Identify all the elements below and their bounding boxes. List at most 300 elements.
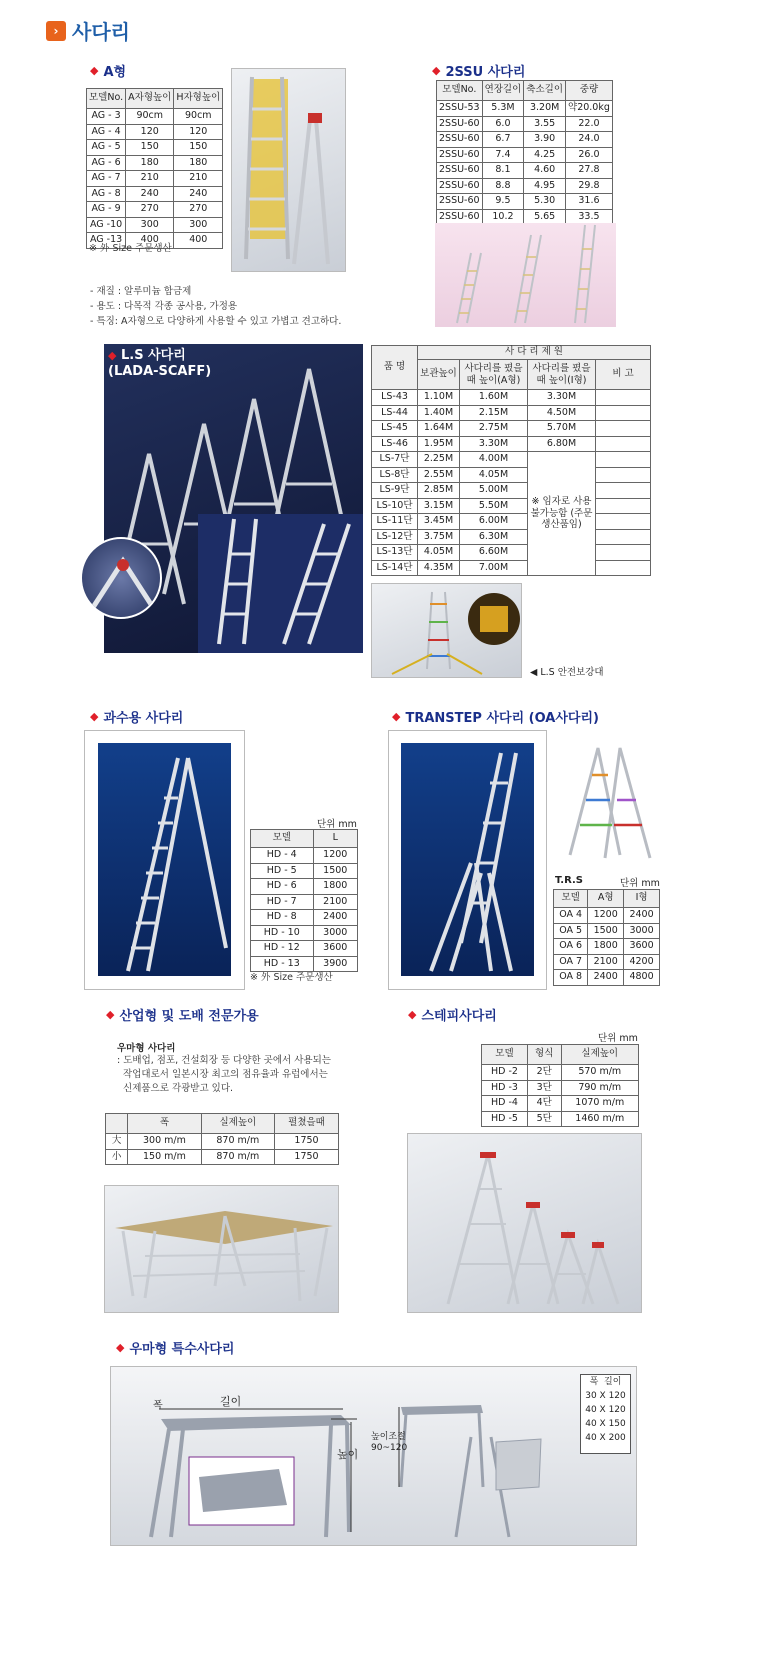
table-cell: 4.00M bbox=[460, 452, 528, 468]
orchard-note: ※ 外 Size 주문생산 bbox=[250, 972, 333, 983]
industrial-table bbox=[105, 1113, 339, 1165]
table-row bbox=[87, 202, 223, 218]
table-header-cell: 사다리를 폈을때 높이(A형) bbox=[460, 360, 528, 390]
uma-length-label: 길이 bbox=[220, 1395, 242, 1408]
table-cell: 5.70M bbox=[528, 421, 596, 437]
a-type-ladder-photo bbox=[231, 68, 346, 272]
table-cell: 22.0 bbox=[566, 116, 613, 132]
table-cell bbox=[596, 560, 651, 576]
table-header-cell: A자형높이 bbox=[126, 89, 174, 109]
table-cell: 약20.0kg bbox=[566, 101, 613, 117]
table-cell: 2SSU-60 bbox=[437, 147, 483, 163]
table-cell: HD - 7 bbox=[251, 894, 314, 910]
step-unit: 단위 mm bbox=[598, 1033, 638, 1044]
table-cell: 3.90 bbox=[524, 132, 566, 148]
a-type-table bbox=[86, 88, 223, 249]
table-cell: AG - 9 bbox=[87, 202, 126, 218]
table-cell: 3.15M bbox=[418, 498, 460, 514]
table-row bbox=[251, 879, 358, 895]
table-row bbox=[106, 1149, 339, 1165]
table-row bbox=[554, 954, 660, 970]
table-cell: 1.64M bbox=[418, 421, 460, 437]
table-cell: 6.30M bbox=[460, 529, 528, 545]
ls-table bbox=[371, 345, 651, 576]
table-row bbox=[372, 514, 651, 530]
table-cell: HD - 6 bbox=[251, 879, 314, 895]
table-cell bbox=[596, 467, 651, 483]
section-transtep-title: ◆ TRANSTEP 사다리 (OA사다리) bbox=[392, 710, 599, 726]
table-cell: LS-9단 bbox=[372, 483, 418, 499]
table-cell: HD - 13 bbox=[251, 956, 314, 972]
table-cell: OA 4 bbox=[554, 908, 588, 924]
table-cell: AG - 4 bbox=[87, 124, 126, 140]
table-header-row bbox=[372, 346, 651, 360]
transtep-table bbox=[553, 889, 660, 986]
table-row bbox=[554, 970, 660, 986]
table-row bbox=[87, 155, 223, 171]
table-cell: 2SSU-60 bbox=[437, 163, 483, 179]
table-cell: LS-12단 bbox=[372, 529, 418, 545]
2ssu-table bbox=[436, 80, 613, 225]
table-cell: 1460 m/m bbox=[561, 1111, 639, 1127]
table-cell: 570 m/m bbox=[561, 1065, 639, 1081]
table-cell: 2SSU-60 bbox=[437, 194, 483, 210]
table-cell: AG - 6 bbox=[87, 155, 126, 171]
table-row bbox=[437, 101, 613, 117]
table-cell bbox=[596, 452, 651, 468]
table-row bbox=[251, 925, 358, 941]
table-row bbox=[87, 140, 223, 156]
table-cell: HD - 10 bbox=[251, 925, 314, 941]
orchard-unit: 단위 mm bbox=[317, 819, 357, 830]
table-cell: 1750 bbox=[275, 1149, 339, 1165]
table-row bbox=[372, 529, 651, 545]
page-header bbox=[46, 16, 130, 45]
a-type-note: ※ 外 Size 주문생산 bbox=[89, 243, 172, 254]
table-row bbox=[372, 560, 651, 576]
table-cell: 3.75M bbox=[418, 529, 460, 545]
uma-width-label: 폭 bbox=[153, 1400, 163, 1411]
table-cell: HD -3 bbox=[482, 1080, 528, 1096]
table-cell: 1.95M bbox=[418, 436, 460, 452]
table-row bbox=[437, 132, 613, 148]
table-cell: 27.8 bbox=[566, 163, 613, 179]
table-header-cell: 품 명 bbox=[372, 346, 418, 390]
table-cell: 2SSU-53 bbox=[437, 101, 483, 117]
table-header-row bbox=[437, 81, 613, 101]
industrial-subtitle: 우마형 사다리 bbox=[117, 1043, 176, 1054]
table-cell: 150 bbox=[174, 140, 223, 156]
table-header-cell: 모델 bbox=[482, 1045, 528, 1065]
table-row bbox=[251, 910, 358, 926]
table-header-cell: 연장길이 bbox=[482, 81, 524, 101]
table-cell: AG -10 bbox=[87, 217, 126, 233]
table-header-cell: 중량 bbox=[566, 81, 613, 101]
table-row bbox=[372, 436, 651, 452]
table-row bbox=[251, 848, 358, 864]
table-row bbox=[437, 116, 613, 132]
table-cell: LS-10단 bbox=[372, 498, 418, 514]
table-cell: 31.6 bbox=[566, 194, 613, 210]
diamond-icon: ◆ bbox=[116, 1341, 125, 1354]
table-cell: 4.50M bbox=[528, 405, 596, 421]
table-row bbox=[87, 171, 223, 187]
transtep-ladder-frame bbox=[388, 730, 547, 990]
table-cell: 4200 bbox=[624, 954, 660, 970]
table-cell: HD -4 bbox=[482, 1096, 528, 1112]
table-cell: 150 m/m bbox=[128, 1149, 201, 1165]
table-cell bbox=[596, 390, 651, 406]
table-cell: 4.05M bbox=[418, 545, 460, 561]
table-header-row bbox=[482, 1045, 639, 1065]
table-row bbox=[437, 163, 613, 179]
table-cell: 400 bbox=[126, 233, 174, 249]
table-cell: 2100 bbox=[313, 894, 358, 910]
table-cell: 1750 bbox=[275, 1134, 339, 1150]
table-cell: 180 bbox=[126, 155, 174, 171]
table-cell: 3000 bbox=[624, 923, 660, 939]
table-row bbox=[87, 124, 223, 140]
table-cell: 2.55M bbox=[418, 467, 460, 483]
table-cell: 400 bbox=[174, 233, 223, 249]
table-cell: 5.65 bbox=[524, 209, 566, 225]
table-cell: OA 8 bbox=[554, 970, 588, 986]
uma-size-header: 폭 길이 bbox=[589, 1377, 622, 1387]
uma-size-item: 40 X 120 bbox=[585, 1405, 626, 1415]
table-row bbox=[251, 941, 358, 957]
section-uma-title: ◆ 우마형 특수사다리 bbox=[116, 1341, 235, 1357]
table-cell: 3900 bbox=[313, 956, 358, 972]
section-industrial-title: ◆ 산업형 및 도배 전문가용 bbox=[106, 1008, 259, 1024]
table-cell: OA 6 bbox=[554, 939, 588, 955]
uma-size-item: 40 X 200 bbox=[585, 1433, 626, 1443]
diamond-icon: ◆ bbox=[106, 1008, 115, 1021]
table-cell bbox=[596, 514, 651, 530]
diamond-icon: ◆ bbox=[108, 349, 117, 362]
table-row bbox=[372, 498, 651, 514]
table-cell: LS-45 bbox=[372, 421, 418, 437]
section-a-type-title: ◆ A형 bbox=[90, 64, 127, 80]
table-header-cell: 모델 bbox=[251, 830, 314, 848]
table-cell: 90cm bbox=[126, 109, 174, 125]
table-cell: 5.3M bbox=[482, 101, 524, 117]
transtep-small-photo bbox=[560, 740, 660, 865]
table-row bbox=[372, 421, 651, 437]
table-cell: 6.0 bbox=[482, 116, 524, 132]
table-header-cell: 폭 bbox=[128, 1114, 201, 1134]
table-row bbox=[87, 186, 223, 202]
table-header-row bbox=[87, 89, 223, 109]
table-cell: 300 bbox=[174, 217, 223, 233]
table-cell: 2400 bbox=[588, 970, 624, 986]
table-cell: 300 bbox=[126, 217, 174, 233]
table-row bbox=[372, 390, 651, 406]
table-cell: 4.05M bbox=[460, 467, 528, 483]
table-cell: 210 bbox=[174, 171, 223, 187]
table-cell: 6.60M bbox=[460, 545, 528, 561]
table-cell: 2단 bbox=[527, 1065, 561, 1081]
table-cell: HD -2 bbox=[482, 1065, 528, 1081]
table-cell: 1500 bbox=[588, 923, 624, 939]
diamond-icon: ◆ bbox=[408, 1008, 417, 1021]
table-header-cell bbox=[106, 1114, 128, 1134]
table-row bbox=[482, 1096, 639, 1112]
table-cell: 90cm bbox=[174, 109, 223, 125]
table-row bbox=[251, 894, 358, 910]
table-row bbox=[554, 908, 660, 924]
table-cell: 240 bbox=[174, 186, 223, 202]
uma-size-item: 40 X 150 bbox=[585, 1419, 626, 1429]
table-cell bbox=[596, 529, 651, 545]
spec-line: - 특징: A자형으로 다양하게 사용할 수 있고 가볍고 견고하다. bbox=[90, 316, 342, 327]
table-row bbox=[87, 109, 223, 125]
table-cell: 240 bbox=[126, 186, 174, 202]
table-cell: 870 m/m bbox=[201, 1149, 274, 1165]
table-cell: 3600 bbox=[313, 941, 358, 957]
diamond-icon: ◆ bbox=[90, 64, 99, 77]
table-header-cell: 비 고 bbox=[596, 360, 651, 390]
table-cell: 2.25M bbox=[418, 452, 460, 468]
table-header-row bbox=[554, 890, 660, 908]
table-cell: 1200 bbox=[313, 848, 358, 864]
table-row bbox=[437, 147, 613, 163]
table-row bbox=[372, 545, 651, 561]
table-header-cell: I형 bbox=[624, 890, 660, 908]
table-header-cell: 실제높이 bbox=[561, 1045, 639, 1065]
table-header-cell: 실제높이 bbox=[201, 1114, 274, 1134]
table-row bbox=[482, 1065, 639, 1081]
table-cell: 9.5 bbox=[482, 194, 524, 210]
table-cell: 4.25 bbox=[524, 147, 566, 163]
table-cell: 5.30 bbox=[524, 194, 566, 210]
table-row bbox=[437, 194, 613, 210]
orchard-ladder-photo bbox=[98, 743, 231, 976]
table-cell: 3.45M bbox=[418, 514, 460, 530]
table-cell: 2.85M bbox=[418, 483, 460, 499]
table-header-cell: 보관높이 bbox=[418, 360, 460, 390]
table-cell: LS-43 bbox=[372, 390, 418, 406]
table-header-cell: 형식 bbox=[527, 1045, 561, 1065]
transtep-label: T.R.S bbox=[555, 875, 583, 886]
table-cell: AG - 8 bbox=[87, 186, 126, 202]
a-type-specs bbox=[90, 283, 341, 327]
table-cell: 180 bbox=[174, 155, 223, 171]
2ssu-ladder-photo bbox=[435, 223, 616, 327]
section-step-title: ◆ 스테피사다리 bbox=[408, 1008, 497, 1024]
table-cell: 1800 bbox=[588, 939, 624, 955]
table-cell: 6.00M bbox=[460, 514, 528, 530]
table-cell: 120 bbox=[174, 124, 223, 140]
diamond-icon: ◆ bbox=[432, 64, 441, 77]
table-cell: AG - 3 bbox=[87, 109, 126, 125]
table-cell: 4.60 bbox=[524, 163, 566, 179]
table-header-cell: A형 bbox=[588, 890, 624, 908]
table-header-cell: H자형높이 bbox=[174, 89, 223, 109]
section-2ssu-title: ◆ 2SSU 사다리 bbox=[432, 64, 526, 80]
table-cell: LS-44 bbox=[372, 405, 418, 421]
industrial-trestle-photo bbox=[104, 1185, 339, 1313]
table-cell: 2SSU-60 bbox=[437, 178, 483, 194]
table-header-cell: 펼쳤을때 bbox=[275, 1114, 339, 1134]
desc-line: 신제품으로 각광받고 있다. bbox=[117, 1083, 234, 1094]
table-cell: OA 5 bbox=[554, 923, 588, 939]
diamond-icon: ◆ bbox=[90, 710, 99, 723]
table-row bbox=[482, 1080, 639, 1096]
table-row bbox=[251, 863, 358, 879]
transtep-ladder-photo bbox=[401, 743, 534, 976]
industrial-description bbox=[117, 1052, 331, 1094]
table-cell: AG - 5 bbox=[87, 140, 126, 156]
table-row bbox=[482, 1111, 639, 1127]
table-cell: 8.8 bbox=[482, 178, 524, 194]
table-cell: 2400 bbox=[313, 910, 358, 926]
table-row bbox=[106, 1134, 339, 1150]
table-row bbox=[372, 483, 651, 499]
table-cell: 小 bbox=[106, 1149, 128, 1165]
table-cell: LS-46 bbox=[372, 436, 418, 452]
table-cell: 24.0 bbox=[566, 132, 613, 148]
table-cell: 2SSU-60 bbox=[437, 209, 483, 225]
table-header-cell: 모델No. bbox=[87, 89, 126, 109]
table-cell: 5.00M bbox=[460, 483, 528, 499]
table-cell: 7.4 bbox=[482, 147, 524, 163]
uma-height-label: 높이 bbox=[337, 1448, 359, 1461]
table-cell bbox=[596, 483, 651, 499]
table-cell: 4단 bbox=[527, 1096, 561, 1112]
table-cell: 大 bbox=[106, 1134, 128, 1150]
table-cell: 6.80M bbox=[528, 436, 596, 452]
table-cell: 29.8 bbox=[566, 178, 613, 194]
table-cell: 1.40M bbox=[418, 405, 460, 421]
table-cell: 2100 bbox=[588, 954, 624, 970]
table-cell: 4.35M bbox=[418, 560, 460, 576]
table-cell: 33.5 bbox=[566, 209, 613, 225]
uma-special-photo bbox=[110, 1366, 637, 1546]
table-cell: 6.7 bbox=[482, 132, 524, 148]
orchard-table bbox=[250, 829, 358, 972]
table-cell: 3단 bbox=[527, 1080, 561, 1096]
table-cell: AG -13 bbox=[87, 233, 126, 249]
transtep-unit: 단위 mm bbox=[620, 878, 660, 889]
table-cell: 270 bbox=[126, 202, 174, 218]
desc-line: : 도배업, 점포, 건설회장 등 다양한 곳에서 사용되는 bbox=[117, 1055, 331, 1066]
table-header-cell: 축소길이 bbox=[524, 81, 566, 101]
table-cell: 3.30M bbox=[528, 390, 596, 406]
arrow-right-icon: › bbox=[46, 21, 66, 41]
uma-size-item: 30 X 120 bbox=[585, 1391, 626, 1401]
diamond-icon: ◆ bbox=[392, 710, 401, 723]
ls-safety-caption: ◀ L.S 안전보강대 bbox=[530, 667, 604, 678]
table-row bbox=[87, 217, 223, 233]
orchard-ladder-frame bbox=[84, 730, 245, 990]
table-cell bbox=[596, 498, 651, 514]
step-ladder-photo bbox=[407, 1133, 642, 1313]
table-header-cell: 모델No. bbox=[437, 81, 483, 101]
table-cell bbox=[596, 421, 651, 437]
table-cell: 4.95 bbox=[524, 178, 566, 194]
table-cell: LS-14단 bbox=[372, 560, 418, 576]
table-cell: 1800 bbox=[313, 879, 358, 895]
table-cell: 150 bbox=[126, 140, 174, 156]
table-cell: 5단 bbox=[527, 1111, 561, 1127]
table-row bbox=[554, 939, 660, 955]
table-cell: HD - 4 bbox=[251, 848, 314, 864]
step-table bbox=[481, 1044, 639, 1127]
table-cell: 7.00M bbox=[460, 560, 528, 576]
table-cell: HD - 8 bbox=[251, 910, 314, 926]
table-cell: 270 bbox=[174, 202, 223, 218]
table-cell: 300 m/m bbox=[128, 1134, 201, 1150]
table-cell bbox=[596, 436, 651, 452]
table-cell: 210 bbox=[126, 171, 174, 187]
table-cell: 4800 bbox=[624, 970, 660, 986]
desc-line: 작업대로서 일본시장 최고의 점유율과 유럽에서는 bbox=[117, 1069, 328, 1080]
table-cell: 26.0 bbox=[566, 147, 613, 163]
table-cell: 120 bbox=[126, 124, 174, 140]
table-cell: 1200 bbox=[588, 908, 624, 924]
table-cell: 2400 bbox=[624, 908, 660, 924]
uma-size-box bbox=[580, 1374, 631, 1454]
table-cell: LS-7단 bbox=[372, 452, 418, 468]
table-cell: HD - 5 bbox=[251, 863, 314, 879]
table-header-cell: 사다리를 폈을때 높이(I형) bbox=[528, 360, 596, 390]
spec-line: - 용도 : 다목적 각종 공사용, 가정용 bbox=[90, 301, 238, 312]
table-header-row bbox=[251, 830, 358, 848]
table-cell: 2SSU-60 bbox=[437, 116, 483, 132]
table-cell: HD - 12 bbox=[251, 941, 314, 957]
ls-detail-photo bbox=[80, 537, 162, 619]
spec-line: - 재질 : 알루미늄 합금제 bbox=[90, 286, 192, 297]
table-cell: 3.20M bbox=[524, 101, 566, 117]
table-cell: 1.60M bbox=[460, 390, 528, 406]
table-cell: HD -5 bbox=[482, 1111, 528, 1127]
table-row bbox=[372, 452, 651, 468]
table-row bbox=[554, 923, 660, 939]
table-header-cell: 모델 bbox=[554, 890, 588, 908]
table-cell: 8.1 bbox=[482, 163, 524, 179]
table-cell: 3.30M bbox=[460, 436, 528, 452]
table-cell: LS-11단 bbox=[372, 514, 418, 530]
table-cell: LS-8단 bbox=[372, 467, 418, 483]
table-cell: 3600 bbox=[624, 939, 660, 955]
table-cell bbox=[596, 545, 651, 561]
ls-title: ◆ L.S 사다리 (LADA-SCAFF) bbox=[108, 348, 212, 379]
table-header-row bbox=[106, 1114, 339, 1134]
table-cell: OA 7 bbox=[554, 954, 588, 970]
table-row bbox=[437, 178, 613, 194]
ls-safety-photo bbox=[371, 583, 522, 678]
page-title: 사다리 bbox=[72, 20, 130, 44]
table-cell: 790 m/m bbox=[561, 1080, 639, 1096]
table-cell: 2.75M bbox=[460, 421, 528, 437]
table-row bbox=[372, 467, 651, 483]
table-cell: 1500 bbox=[313, 863, 358, 879]
table-header-cell: L bbox=[313, 830, 358, 848]
table-cell: 1.10M bbox=[418, 390, 460, 406]
table-cell: 2.15M bbox=[460, 405, 528, 421]
uma-adjust-label: 높이조절 90~120 bbox=[371, 1432, 408, 1453]
section-orchard-title: ◆ 과수용 사다리 bbox=[90, 710, 184, 726]
table-header-cell: 사 다 리 제 원 bbox=[418, 346, 651, 360]
table-cell: 2SSU-60 bbox=[437, 132, 483, 148]
table-cell: 1070 m/m bbox=[561, 1096, 639, 1112]
table-cell bbox=[596, 405, 651, 421]
table-cell: 3.55 bbox=[524, 116, 566, 132]
ls-merged-note: ※ 임자로 사용불가능함 (주문생산품임) bbox=[528, 452, 596, 576]
table-cell: 3000 bbox=[313, 925, 358, 941]
table-cell: 10.2 bbox=[482, 209, 524, 225]
table-cell: 5.50M bbox=[460, 498, 528, 514]
